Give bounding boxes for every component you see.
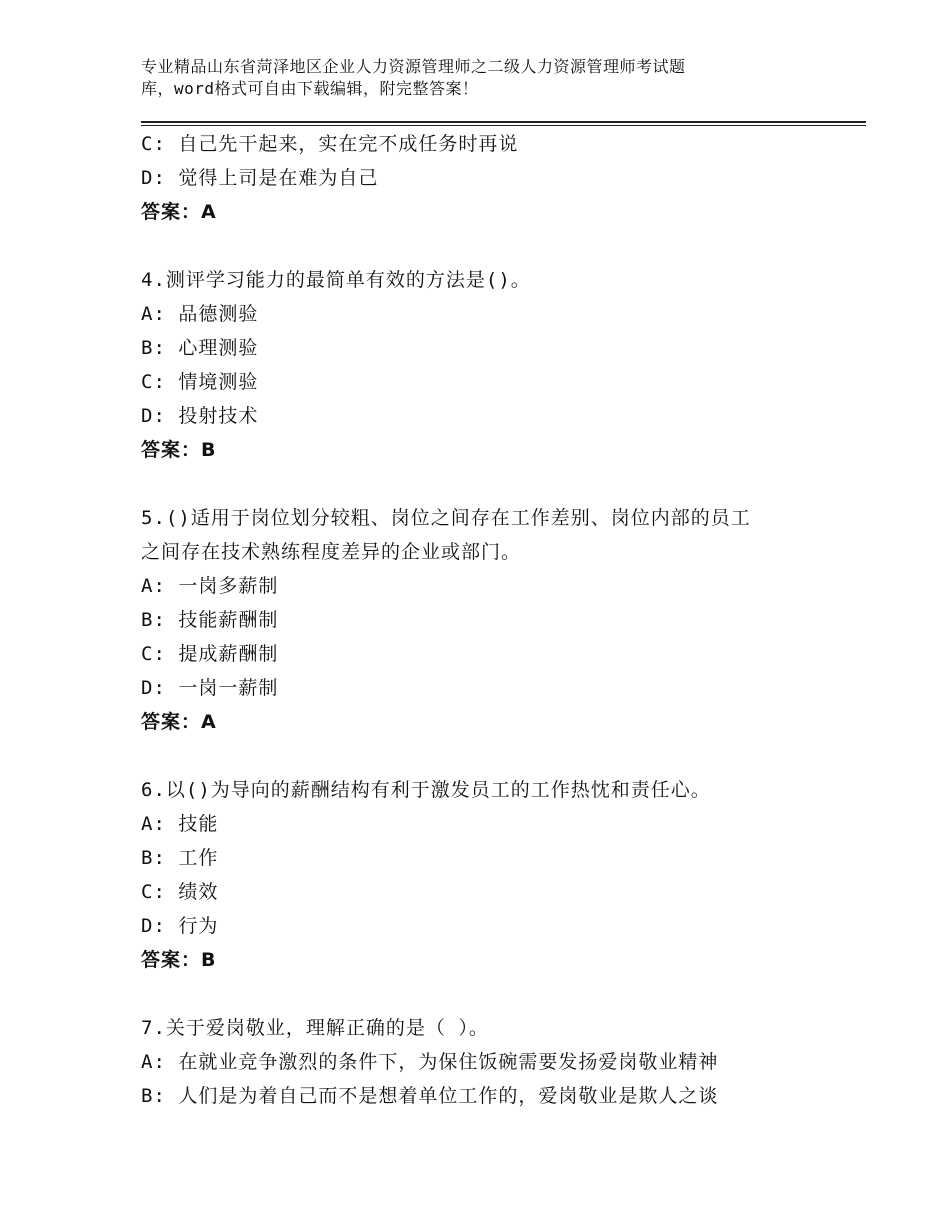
question-block-6 [141, 773, 841, 977]
question-text-continued: 之间存在技术熟练程度差异的企业或部门。 [141, 541, 522, 563]
spacer [141, 739, 841, 773]
question-block-7 [141, 1011, 841, 1113]
question-list [141, 127, 841, 1113]
option-b: B: 工作 [141, 847, 219, 869]
question-text: 7.关于爱岗敬业，理解正确的是（ ）。 [141, 1017, 489, 1039]
answer-label: 答案：A [141, 711, 217, 733]
option-b: B: 人们是为着自己而不是想着单位工作的，爱岗敬业是欺人之谈 [141, 1085, 719, 1107]
spacer [141, 229, 841, 263]
header-rule-thin [141, 125, 866, 126]
question-text: 5.()适用于岗位划分较粗、岗位之间存在工作差别、岗位内部的员工 [141, 507, 751, 529]
answer-label: 答案：A [141, 201, 217, 223]
question-block-5 [141, 501, 841, 739]
option-a: A: 在就业竞争激烈的条件下，为保住饭碗需要发扬爱岗敬业精神 [141, 1051, 719, 1073]
option-d: D: 一岗一薪制 [141, 677, 279, 699]
option-d: D: 行为 [141, 915, 219, 937]
question-text: 6.以()为导向的薪酬结构有利于激发员工的工作热忱和责任心。 [141, 779, 711, 801]
option-a: A: 技能 [141, 813, 219, 835]
answer-label: 答案：B [141, 439, 217, 461]
option-b: B: 心理测验 [141, 337, 259, 359]
option-d: D: 投射技术 [141, 405, 259, 427]
option-b: B: 技能薪酬制 [141, 609, 279, 631]
question-text: 4.测评学习能力的最简单有效的方法是()。 [141, 269, 531, 291]
option-c: C: 绩效 [141, 881, 219, 903]
option-c: C: 提成薪酬制 [141, 643, 279, 665]
answer-label: 答案：B [141, 949, 217, 971]
header-rule-thick [141, 121, 866, 123]
header-title-line-1: 专业精品山东省菏泽地区企业人力资源管理师之二级人力资源管理师考试题 [141, 57, 686, 76]
spacer [141, 977, 841, 1011]
option-c: C: 自己先干起来，实在完不成任务时再说 [141, 133, 519, 155]
header-title-line-2: 库，word格式可自由下载编辑，附完整答案！ [141, 79, 479, 98]
option-a: A: 品德测验 [141, 303, 259, 325]
page-header [141, 56, 841, 100]
option-a: A: 一岗多薪制 [141, 575, 279, 597]
option-d: D: 觉得上司是在难为自己 [141, 167, 379, 189]
question-block-3 [141, 127, 841, 229]
spacer [141, 467, 841, 501]
option-c: C: 情境测验 [141, 371, 259, 393]
question-block-4 [141, 263, 841, 467]
